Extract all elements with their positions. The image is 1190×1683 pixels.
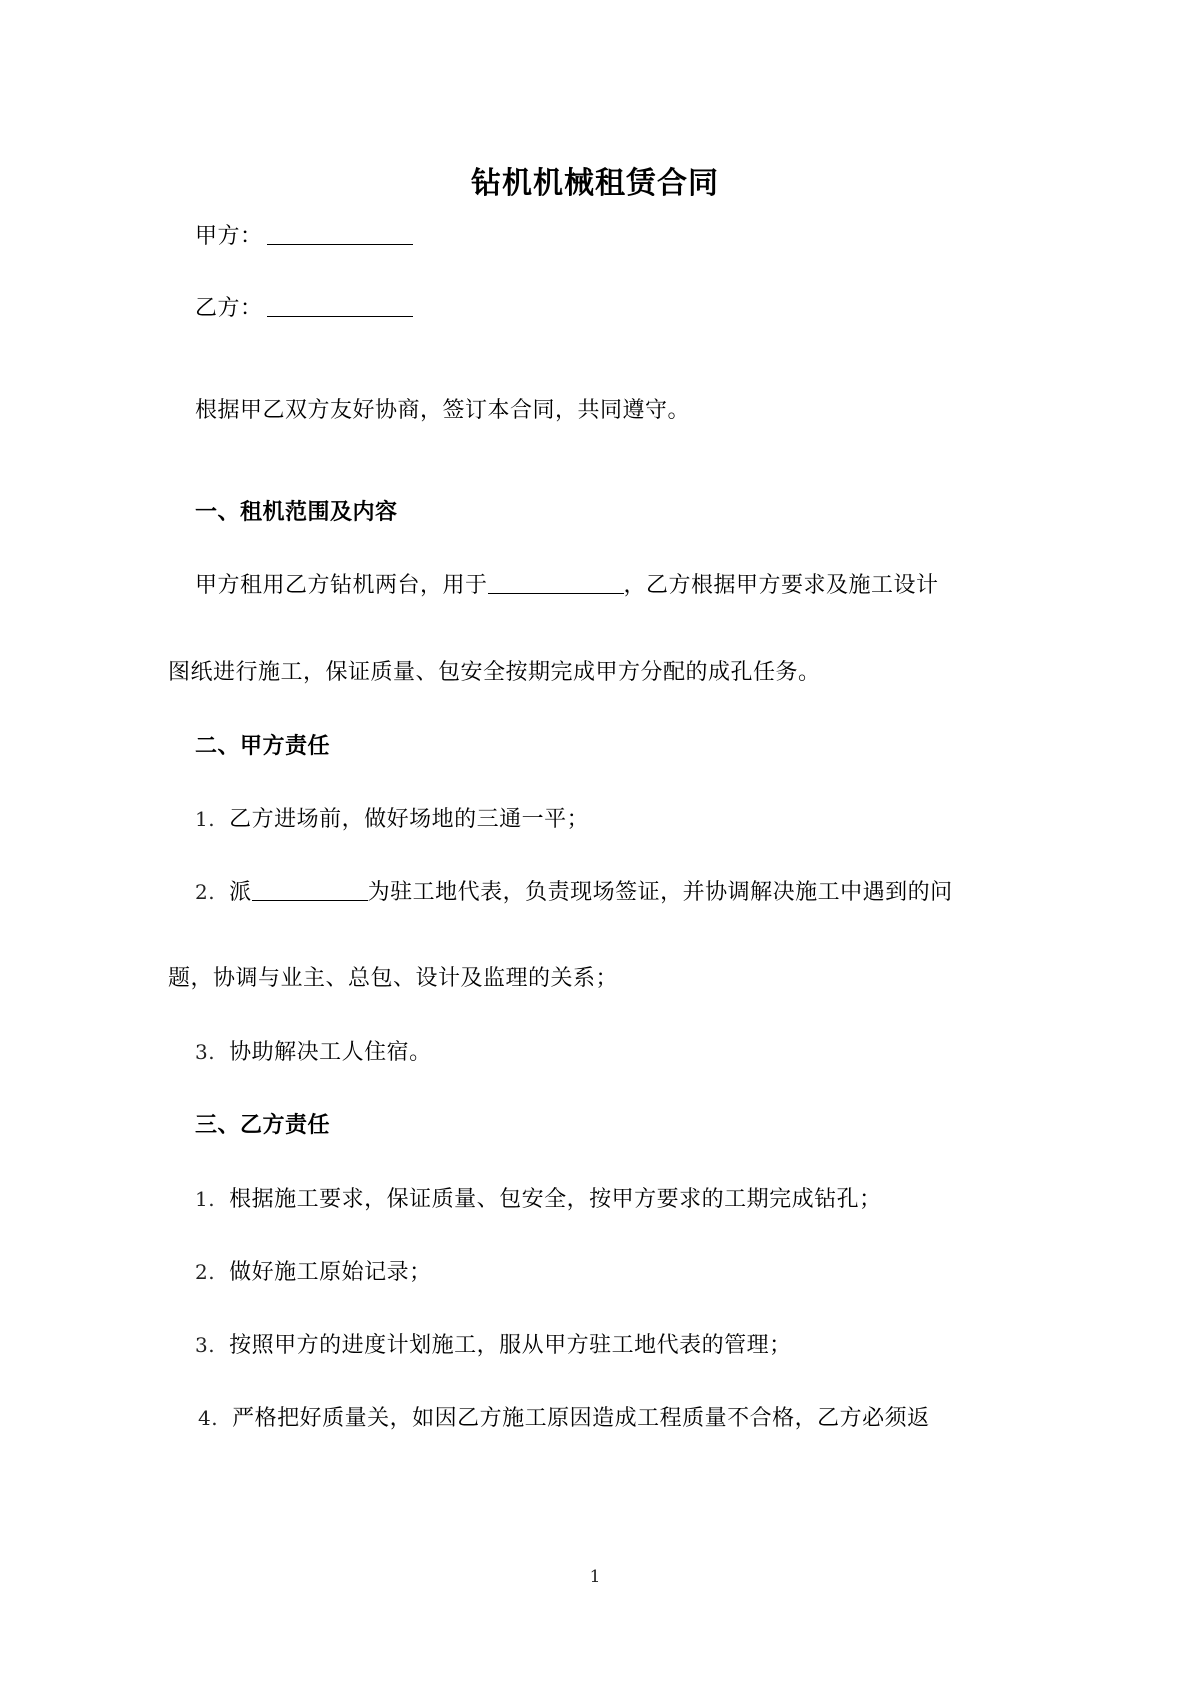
party-a-line xyxy=(195,222,413,252)
item-number: 1. xyxy=(195,807,216,831)
section-2-item-2-continuation: 题，协调与业主、总包、设计及监理的关系； xyxy=(168,966,619,991)
item-number: 2. xyxy=(195,880,216,904)
section-3-item-1 xyxy=(195,1184,882,1215)
item-number: 2. xyxy=(195,1260,216,1284)
section-3-item-3 xyxy=(195,1330,792,1361)
party-b-blank-field[interactable] xyxy=(267,294,413,317)
usage-blank-field[interactable] xyxy=(488,571,624,594)
party-a-label: 甲方： xyxy=(195,224,263,249)
item-text: 乙方进场前，做好场地的三通一平； xyxy=(229,807,590,832)
party-b-label: 乙方： xyxy=(195,296,263,321)
section-2-item-3 xyxy=(195,1037,432,1068)
preamble: 根据甲乙双方友好协商，签订本合同，共同遵守。 xyxy=(195,398,691,423)
section-3-heading: 三、乙方责任 xyxy=(195,1113,331,1138)
document-title: 钻机机械租赁合同 xyxy=(471,166,719,201)
item-number: 4. xyxy=(198,1406,219,1430)
section-1-heading: 一、租机范围及内容 xyxy=(195,500,398,525)
item-text: 根据施工要求，保证质量、包安全，按甲方要求的工期完成钻孔； xyxy=(229,1187,882,1212)
section-1-text-before-blank: 甲方租用乙方钻机两台，用于 xyxy=(195,573,488,598)
section-2-item-1 xyxy=(195,804,589,835)
item-text: 按照甲方的进度计划施工，服从甲方驻工地代表的管理； xyxy=(229,1333,792,1358)
page-number: 1 xyxy=(589,1567,601,1587)
section-3-item-4 xyxy=(198,1403,930,1434)
section-1-paragraph-line-1 xyxy=(195,571,939,601)
section-1-paragraph-line-2: 图纸进行施工，保证质量、包安全按期完成甲方分配的成孔任务。 xyxy=(168,660,821,685)
item-text: 做好施工原始记录； xyxy=(229,1260,432,1285)
section-1-text-after-blank: ，乙方根据甲方要求及施工设计 xyxy=(623,573,939,598)
item-number: 3. xyxy=(195,1040,216,1064)
item-text-after-blank: 为驻工地代表，负责现场签证，并协调解决施工中遇到的问 xyxy=(367,880,953,905)
item-text: 严格把好质量关，如因乙方施工原因造成工程质量不合格，乙方必须返 xyxy=(232,1406,930,1431)
item-number: 1. xyxy=(195,1187,216,1211)
party-b-line xyxy=(195,294,413,324)
item-number: 3. xyxy=(195,1333,216,1357)
party-a-blank-field[interactable] xyxy=(267,222,413,245)
item-text: 协助解决工人住宿。 xyxy=(229,1040,432,1065)
section-2-item-2 xyxy=(195,877,953,908)
section-3-item-2 xyxy=(195,1257,432,1288)
section-2-heading: 二、甲方责任 xyxy=(195,734,331,759)
representative-blank-field[interactable] xyxy=(252,878,368,901)
item-text-before-blank: 派 xyxy=(229,880,252,905)
